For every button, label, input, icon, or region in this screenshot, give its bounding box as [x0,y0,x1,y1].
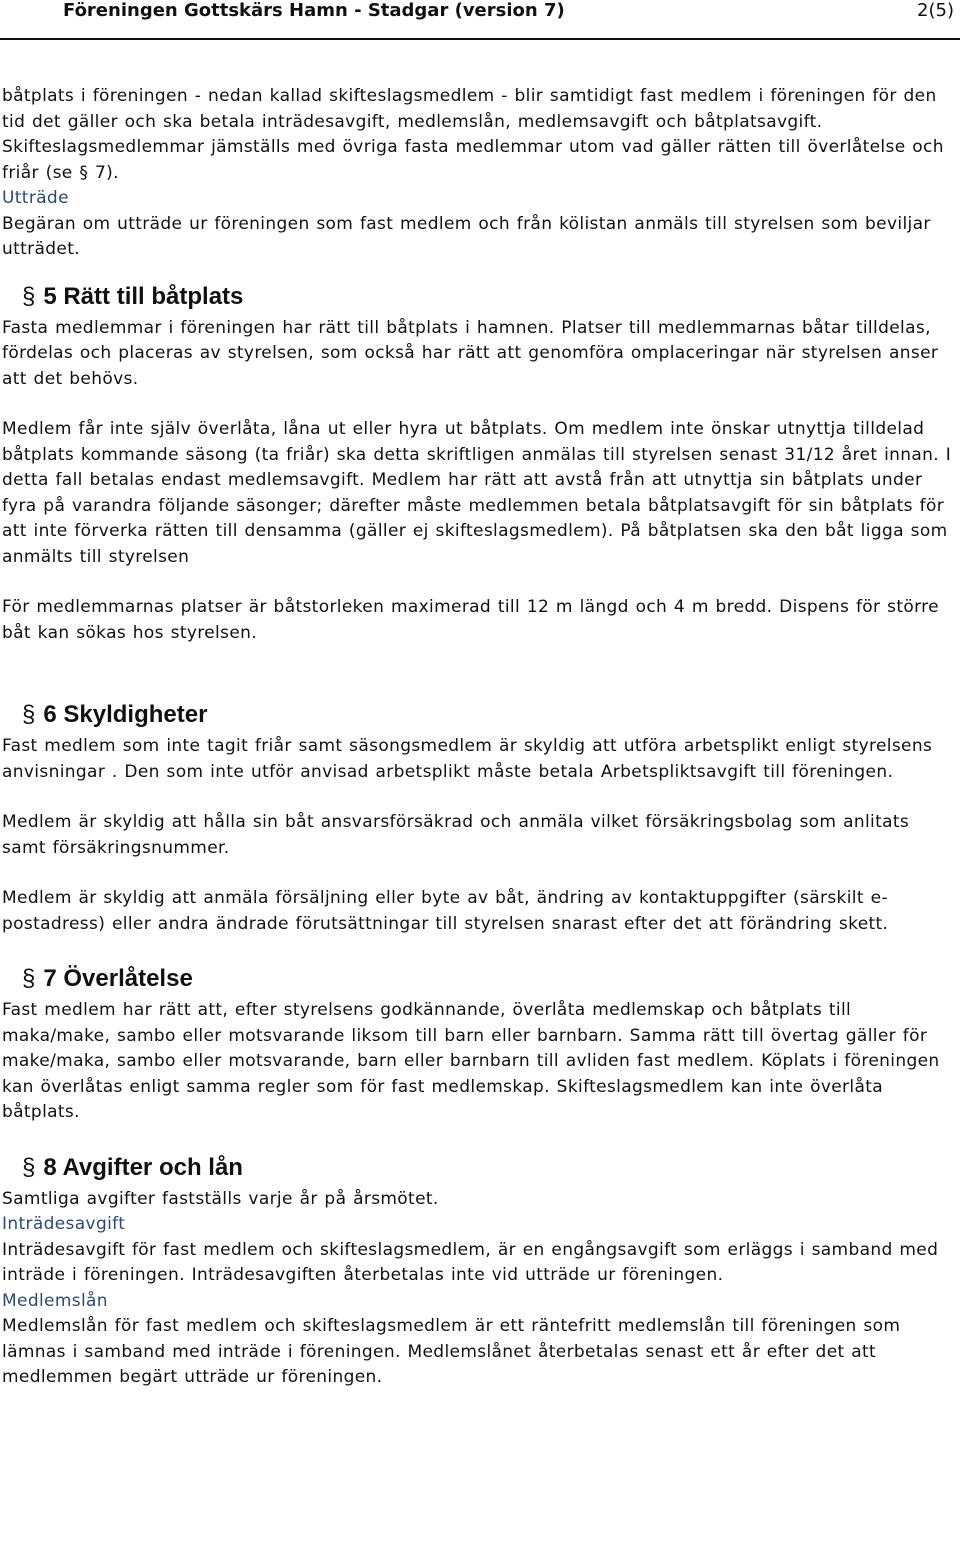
subheading-medlemslan: Medlemslån [2,1290,108,1311]
paragraph-batplats-right: Fasta medlemmar i föreningen har rätt till båtplats i hamnen. Platser till medlemmarnas båtar tilldelas, fördelas och placeras av styrelsen, som också har rätt att genomföra omplaceringar när styrelsen anser att det behövs. [2,317,939,389]
paragraph-arbetsplikt: Fast medlem som inte tagit friår samt säsongsmedlem är skyldig att utföra arbetsplikt enligt styrelsens anvisningar . Den som inte utför anvisad arbetsplikt måste betala Arbetspliktsavgift till föreningen. [2,736,933,782]
section-heading-6 [2,700,954,730]
subheading-uttrade: Utträde [2,188,69,208]
paragraph-batplats-transfer: Medlem får inte själv överlåta, låna ut eller hyra ut båtplats. Om medlem inte önskar utnyttja tilldelad båtplats kommande säsong (ta friår) ska detta skriftligen anmälas till styrelsen senast 31/12 året innan. I detta fall betalas endast medlemsavgift. Medlem har rätt att avstå från att utnyttja sin båtplats under fyra på varandra följande säsonger; därefter måste medlemmen betala båtplatsavgift för sin båtplats för att inte förverka rätten till densamma (gäller ej skifteslagsmedlem). På båtplatsen ska den båt ligga som anmälts till styrelsen [2,419,952,567]
paragraph-fees: Samtliga avgifter fastställs varje år på årsmötet. [2,1188,439,1209]
header-divider [0,38,960,40]
section-title-6: 6 Skyldigheter [43,701,208,728]
section-title-7: 7 Överlåtelse [43,965,193,992]
section-title-5: 5 Rätt till båtplats [43,282,244,310]
section-symbol: § [22,282,36,310]
document-body [2,84,954,1391]
page-header [0,0,960,40]
section-heading-8 [2,1153,954,1183]
section-symbol: § [22,1153,36,1181]
paragraph-overlatelse: Fast medlem har rätt att, efter styrelsens godkännande, överlåta medlemskap och båtplats till maka/make, sambo eller motsvarande liksom till barn eller barnbarn. Samma rätt till övertag gäller för make/maka, sambo eller motsvarande, barn eller barnbarn till avliden fast medlem. Köplats i föreningen kan överlåtas enligt samma regler som för fast medlemskap. Skifteslagsmedlem kan inte överlåta båtplats. [2,1000,940,1122]
section-symbol: § [22,701,36,728]
paragraph-insurance: Medlem är skyldig att hålla sin båt ansvarsförsäkrad och anmäla vilket försäkringsbolag som anlitats samt försäkringsnummer. [2,812,910,858]
paragraph-medlemslan: Medlemslån för fast medlem och skifteslagsmedlem är ett räntefritt medlemslån till föreningen som lämnas i samband med inträde i föreningen. Medlemslånet återbetalas senast ett år efter det att medlemmen begärt utträde ur föreningen. [2,1316,901,1387]
document-title: Föreningen Gottskärs Hamn - Stadgar (version 7) [63,0,565,21]
paragraph-boat-size: För medlemmarnas platser är båtstorleken maximerad till 12 m längd och 4 m bredd. Dispens för större båt kan sökas hos styrelsen. [2,597,939,643]
subheading-intradesavgift: Inträdesavgift [2,1214,126,1234]
section-title-8: 8 Avgifter och lån [43,1153,243,1181]
page-number: 2(5) [917,0,954,21]
paragraph-membership: båtplats i föreningen - nedan kallad skifteslagsmedlem - blir samtidigt fast medlem i föreningen för den tid det gäller och ska betala inträdesavgift, medlemslån, medlemsavgift och båtplatsavgift. Skifteslagsmedlemmar jämställs med övriga fasta medlemmar utom vad gäller rätten till överlåtelse och friår (se § 7). [2,86,944,183]
section-symbol: § [22,965,36,992]
section-heading-7 [2,964,954,994]
section-heading-5 [2,282,954,312]
paragraph-intradesavgift: Inträdesavgift för fast medlem och skifteslagsmedlem, är en engångsavgift som erläggs i samband med inträde i föreningen. Inträdesavgiften återbetalas inte vid utträde ur föreningen. [2,1239,939,1285]
paragraph-uttrade: Begäran om utträde ur föreningen som fast medlem och från kölistan anmäls till styrelsen som beviljar utträdet. [2,213,931,259]
paragraph-notify-changes: Medlem är skyldig att anmäla försäljning eller byte av båt, ändring av kontaktuppgifter (särskilt e-postadress) eller andra ändrade förutsättningar till styrelsen snarast efter det att förändring skett. [2,888,889,934]
